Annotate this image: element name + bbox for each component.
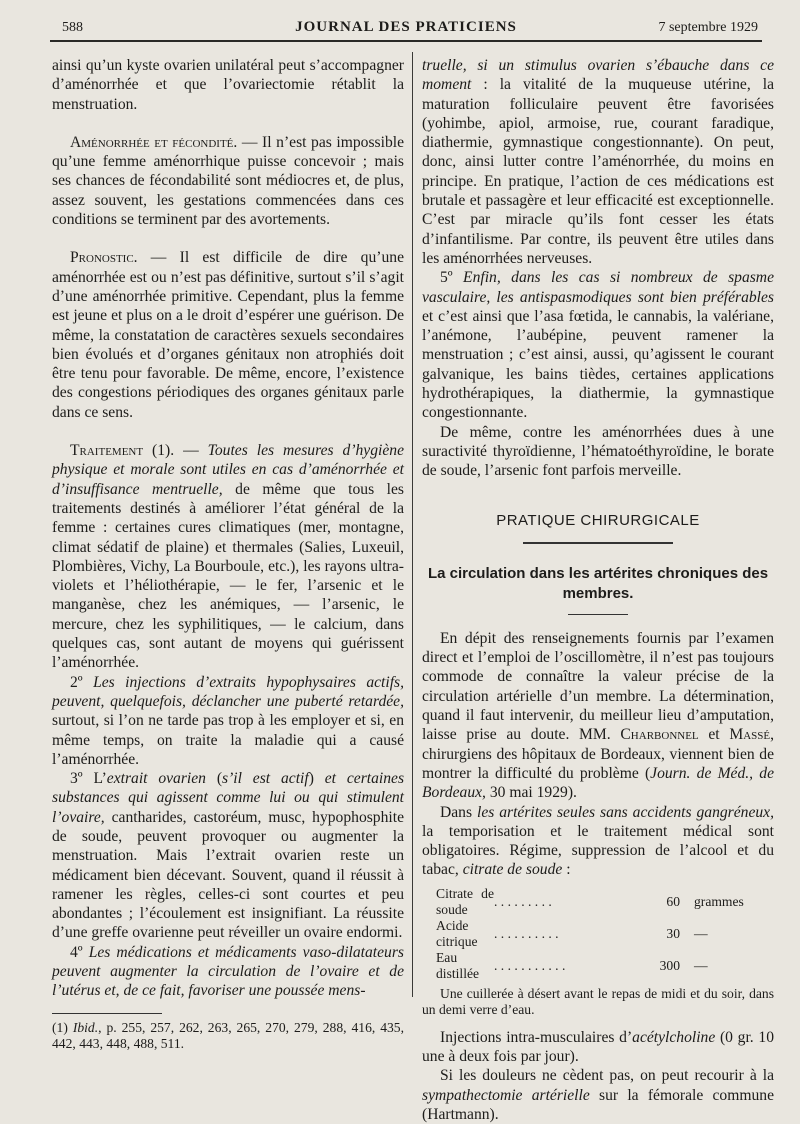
page-number: 588 [62,20,83,35]
page-header [50,12,762,42]
paragraph: Si les douleurs ne cèdent pas, on peut recourir à la sympathectomie artérielle sur la fémorale commune (Hartmann). [422,1067,774,1123]
paragraph-traitement: Traitement (1). — Toutes les mesures d’hygiène physique et morale sont utiles en cas d’aménorrhée et d’insuffisance mentruelle, de même que tous les traitements destinés à améliorer l’état général de la femme : certaines cures climatiques (mer, montagne, climat sédatif de plaine) et thermales (Salies, Luxeuil, Plombières, Vichy, La Bourboule, etc.), les rayons ultra-violets et l’héliothérapie, — le fer, l’arsenic et le manganèse, chez les anémiques, — l’arsenic, le mercure, chez les syphilitiques, — le calcium, dans quelques cas, sont autant de moyens qui guérissent l’aménorrhée. [52,442,404,672]
section-heading: Pronostic. [70,249,138,267]
section-divider [523,542,673,544]
paragraph: truelle, si un stimulus ovarien s’ébauche dans ce moment : la vitalité de la muqueuse utérine, la maturation folliculaire peuvent être favorisées (yohimbe, apiol, armoise, rue, courant faradique, diathermie, gymnastique congestionnante). On peut, donc, ainsi lutter contre l’aménorrhée, du moins en principe. En pratique, l’action de ces médications est brutale et passagère et leur efficacité est exceptionnelle. C’est par miracle qu’ils font cesser les états d’infantilisme. Par contre, ils peuvent être utiles dans les aménorrhées nerveuses. [422,57,774,267]
paragraph-amenorrhee-fecondite: Aménorrhée et fécondité. — Il n’est pas impossible qu’une femme aménorrhique puisse concevoir ; mais ses chances de fécondabilité sont médiocres et, de plus, assez souvent, les gestations commencées dans ces conditions se terminent par des avortements. [52,133,404,229]
footnote: (1) Ibid., p. 255, 257, 262, 263, 265, 270, 279, 288, 416, 435, 442, 443, 448, 488, 511. [52,1019,405,1051]
table-row: Citrate de soude . . . . . . . . . 60 grammes [436,885,744,917]
paragraph-point-2: 2º Les injections d’extraits hypophysaires actifs, peuvent, quelquefois, déclancher une puberté retardée, surtout, si l’on ne tarde pas trop à les employer et si, en même temps, on traite la maladie qui a causé l’aménorrhée. [52,673,404,768]
prescription-table [436,886,774,982]
title-divider [568,614,628,615]
article-title: La circulation dans les artérites chroniques des membres. [427,564,769,602]
issue-date: 7 septembre 1929 [658,20,758,35]
paragraph: De même, contre les aménorrhées dues à une suractivité thyroïdienne, l’hématoéthyroïdine, le borate de soude, l’arsenic font parfois merveille. [422,423,774,480]
section-title: PRATIQUE CHIRURGICALE [496,511,700,529]
section-heading: Aménorrhée et fécondité. [70,133,238,151]
table-row: Eau distillée . . . . . . . . . . . 300 — [436,949,708,981]
column-divider [412,52,413,997]
paragraph: Injections intra-musculaires d’acétylcholine (0 gr. 10 une à deux fois par jour). [422,1028,775,1065]
paragraph-pronostic: Pronostic. — Il est difficile de dire qu’une aménorrhée est ou n’est pas définitive, surtout s’il s’agit d’une aménorrhée primitive. Cependant, plus la femme est jeune et plus on a le droit d’espérer une guérison. De même, la constatation de caractères sexuels secondaires bien évolués et d’organes génitaux non atrophiés doit être tenu pour favorable. De même, encore, l’existence des congestions périodiques des organes génitaux parle dans ce sens. [52,249,404,421]
paragraph: Dans les artérites seules sans accidents gangréneux, la temporisation et le traitement médical sont obligatoires. Régime, suppression de l’alcool et du tabac, citrate de soude : [422,803,774,879]
left-column [52,56,404,1052]
paragraph-point-3: 3º L’extrait ovarien (s’il est actif) et certaines substances qui agissent comme lui ou qui stimulent l’ovaire, cantharides, castoréum, musc, hypophosphite de soude, peuvent provoquer ou augmenter la menstruation. Mais l’extrait ovarien reste un médicament bien décevant. Souvent, quand il réussit à ramener les règles, celles-ci sont courtes et peu abondantes ; l’écoulement est insignifiant. La réussite d’une greffe ovarienne peut réveiller un ovaire endormi. [52,770,405,942]
paragraph-point-4: 4º Les médications et médicaments vaso-dilatateurs peuvent augmenter la circulation de l’ovaire et de l’utérus et, de ce fait, favoriser une poussée mens- [52,943,404,1000]
journal-title: JOURNAL DES PRATICIENS [295,19,517,35]
paragraph-point-5: 5º Enfin, dans les cas si nombreux de spasme vasculaire, les antispasmodiques sont bien préférables et c’est ainsi que l’asa fœtida, le cannabis, la valériane, l’anémone, l’aubépine, peuvent ramener la menstruation ; c’est ainsi, aussi, qu’agissent le courant galvanique, les bains tièdes, certaines applications hydrothérapiques, la diathermie, la gymnastique congestionnante. [422,269,774,422]
right-column [422,56,774,1124]
table-row: Acide citrique . . . . . . . . . . 30 — [436,917,708,949]
paragraph: ainsi qu’un kyste ovarien unilatéral peut s’accompagner d’aménorrhée et que l’ovariectomie rétablit la menstruation. [52,57,404,113]
paragraph: En dépit des renseignements fournis par l’examen direct et l’emploi de l’oscillomètre, il n’est pas toujours commode de connaître la valeur précise de la circulation artérielle d’un membre. La détermination, quand il faut intervenir, du meilleur lieu d’amputation, laisse prise au doute. MM. Charbonnel et Massé, chirurgiens des hôpitaux de Bordeaux, viennent bien de montrer la difficulté du problème (Journ. de Méd., de Bordeaux, 30 mai 1929). [422,629,774,802]
footnote-divider [52,1013,162,1014]
prescription-note: Une cuillerée à désert avant le repas de midi et du soir, dans un demi verre d’eau. [422,985,774,1017]
section-heading: Traitement [70,442,144,460]
